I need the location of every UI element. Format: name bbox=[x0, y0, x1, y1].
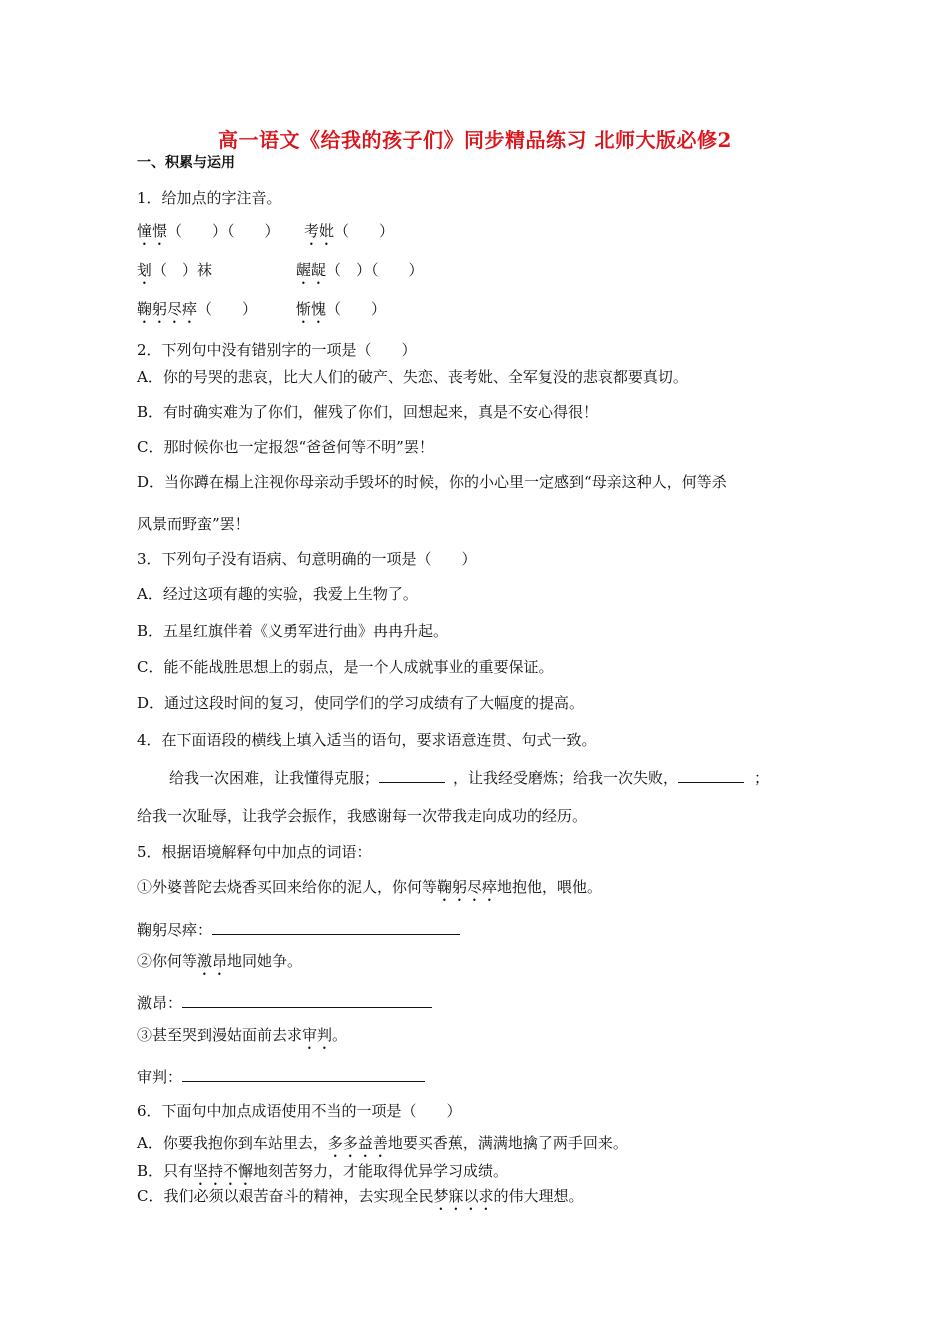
q2-option-d-line2: 风景而野蛮”罢！ bbox=[137, 515, 250, 533]
q5-answer-1: 鞠躬尽瘁： bbox=[137, 918, 460, 940]
answer-blank[interactable] bbox=[379, 766, 445, 783]
dotted-word: 鞠躬尽瘁 bbox=[437, 878, 498, 896]
dotted-word: 多多益善 bbox=[327, 1134, 388, 1152]
q3-option-b: B．五星红旗伴着《义勇军进行曲》冉冉升起。 bbox=[137, 622, 449, 640]
dotted-word: 惭愧 bbox=[296, 300, 327, 318]
q3-option-d: D．通过这段时间的复习，使同学们的学习成绩有了大幅度的提高。 bbox=[137, 694, 585, 712]
dotted-word: 坚持不懈 bbox=[193, 1162, 254, 1180]
answer-blank[interactable] bbox=[182, 1065, 425, 1082]
q6-option-b: B．只有坚持不懈地刻苦努力，才能取得优异学习成绩。 bbox=[137, 1162, 509, 1180]
q5-answer-3: 审判： bbox=[137, 1065, 425, 1087]
dotted-word: 梦寐以求 bbox=[433, 1187, 494, 1205]
answer-blank[interactable] bbox=[182, 991, 432, 1008]
dotted-word: 审判 bbox=[302, 1026, 333, 1044]
q3-stem: 3．下列句子没有语病、句意明确的一项是（ ） bbox=[137, 550, 477, 568]
q4-stem: 4．在下面语段的横线上填入适当的语句，要求语意连贯、句式一致。 bbox=[137, 731, 597, 749]
dotted-word: 龌龊 bbox=[296, 261, 327, 279]
q2-option-c: C．那时候你也一定报怨“爸爸何等不明”罢！ bbox=[137, 438, 434, 456]
dotted-word: 憧憬 bbox=[137, 222, 168, 240]
q1-row3-left: 鞠躬尽瘁（ ） bbox=[137, 300, 258, 318]
dotted-word: 刬 bbox=[137, 261, 153, 279]
q2-option-a: A．你的号哭的悲哀，比大人们的破产、失恋、丧考妣、全军复没的悲哀都要真切。 bbox=[137, 368, 688, 386]
dotted-word: 鞠躬尽瘁 bbox=[137, 300, 198, 318]
q5-stem: 5．根据语境解释句中加点的词语： bbox=[137, 843, 372, 861]
dotted-word: 考妣 bbox=[304, 222, 335, 240]
q3-option-a: A．经过这项有趣的实验，我爱上生物了。 bbox=[137, 585, 418, 603]
q5-sentence-2: ②你何等激昂地同她争。 bbox=[137, 952, 303, 970]
q1-row2-right: 龌龊（ ）（ ） bbox=[296, 261, 424, 279]
q5-sentence-3: ③甚至哭到漫姑面前去求审判。 bbox=[137, 1026, 348, 1044]
answer-blank[interactable] bbox=[212, 918, 460, 935]
q1-row1-left: 憧憬（ ）（ ） bbox=[137, 222, 280, 240]
section-heading: 一、积累与运用 bbox=[137, 155, 235, 171]
dotted-word: 激昂 bbox=[197, 952, 228, 970]
document-title: 高一语文《给我的孩子们》同步精品练习 北师大版必修2 bbox=[218, 128, 732, 152]
q5-answer-2: 激昂： bbox=[137, 991, 432, 1013]
q2-option-b: B．有时确实难为了你们，催残了你们，回想起来，真是不安心得很！ bbox=[137, 403, 599, 421]
q1-stem: 1．给加点的字注音。 bbox=[137, 189, 282, 207]
q4-passage-line1: 给我一次困难，让我懂得克服； ，让我经受磨炼；给我一次失败， ； bbox=[169, 766, 769, 788]
q3-option-c: C．能不能战胜思想上的弱点，是一个人成就事业的重要保证。 bbox=[137, 658, 554, 676]
q6-stem: 6．下面句中加点成语使用不当的一项是（ ） bbox=[137, 1102, 462, 1120]
answer-blank[interactable] bbox=[678, 766, 744, 783]
q4-passage-line2: 给我一次耻辱，让我学会振作，我感谢每一次带我走向成功的经历。 bbox=[137, 807, 588, 825]
q6-option-c: C．我们必须以艰苦奋斗的精神，去实现全民梦寐以求的伟大理想。 bbox=[137, 1187, 584, 1205]
q1-row1-right: 考妣（ ） bbox=[304, 222, 395, 240]
q1-row2-left: 刬（ ）袜 bbox=[137, 261, 213, 279]
q5-sentence-1: ①外婆普陀去烧香买回来给你的泥人，你何等鞠躬尽瘁地抱他，喂他。 bbox=[137, 878, 603, 896]
q1-row3-right: 惭愧（ ） bbox=[296, 300, 387, 318]
q2-stem: 2．下列句中没有错别字的一项是（ ） bbox=[137, 341, 417, 359]
q6-option-a: A．你要我抱你到车站里去，多多益善地要买香蕉，满满地擒了两手回来。 bbox=[137, 1134, 628, 1152]
q2-option-d-line1: D．当你蹲在榻上注视你母亲动手毁坏的时候，你的小心里一定感到“母亲这种人，何等杀 bbox=[137, 473, 727, 491]
